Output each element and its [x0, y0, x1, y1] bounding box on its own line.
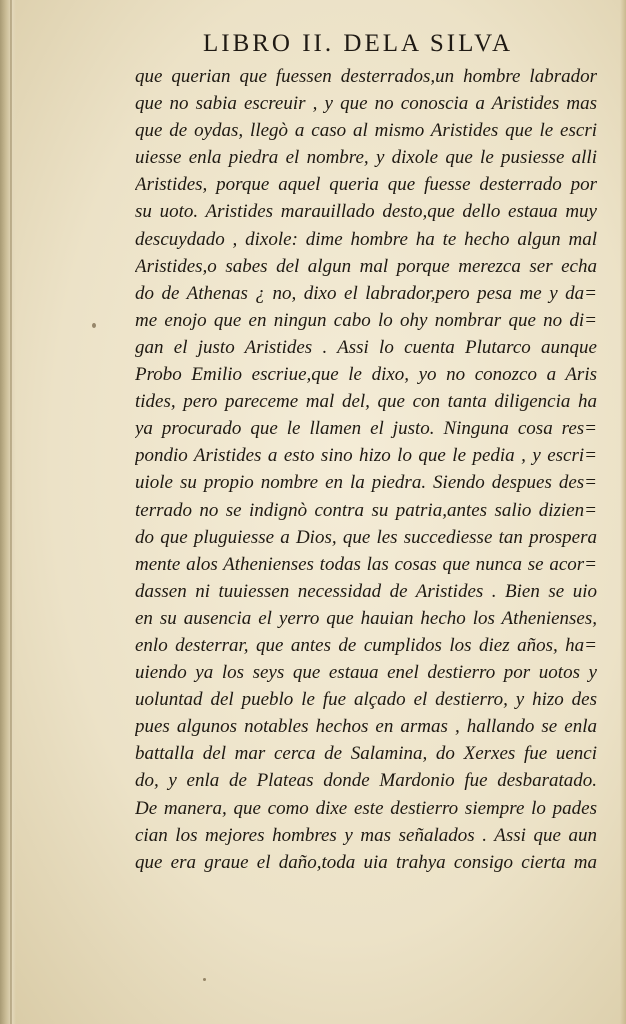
text-line: do, y enla de Plateas donde Mardonio fue desbaratado.	[135, 770, 597, 792]
text-line: Aristides, porque aquel queria que fuesse desterrado por	[135, 174, 597, 196]
text-line: cian los mejores hombres y mas señalados . Assi que aun	[135, 824, 597, 846]
text-line: battalla del mar cerca de Salamina, do Xerxes fue uenci	[135, 743, 597, 765]
page-edge	[620, 0, 626, 1024]
text-line: do que pluguiesse a Dios, que les succediesse tan prospera	[135, 526, 597, 548]
running-header: LIBRO II. DELA SILVA	[202, 30, 513, 57]
text-line: uiendo ya los seys que estaua enel destierro por uotos y	[135, 662, 597, 684]
text-line: uoluntad del pueblo le fue alçado el destierro, y hizo des	[135, 689, 597, 711]
text-line: que no sabia escreuir , y que no conoscia a Aristides mas	[135, 93, 597, 115]
text-line: descuydado , dixole: dime hombre ha te hecho algun mal	[135, 228, 597, 250]
text-line: me enojo que en ningun cabo lo ohy nombrar que no di=	[135, 309, 597, 331]
text-line: De manera, que como dixe este destierro siempre lo pades	[135, 797, 597, 819]
text-line: pondio Aristides a esto sino hizo lo que le pedia , y escri=	[135, 445, 597, 467]
text-line: pues algunos notables hechos en armas , hallando se enla	[135, 716, 597, 738]
text-line: que de oydas, llegò a caso al mismo Aristides que le escri	[135, 120, 597, 142]
text-line: tides, pero pareceme mal del, que con tanta diligencia ha	[135, 391, 597, 413]
ink-speck	[92, 323, 96, 328]
text-line: Probo Emilio escriue,que le dixo, yo no conozco a Aris	[135, 364, 597, 386]
page-gutter	[0, 0, 16, 1024]
ink-speck	[203, 978, 206, 981]
text-line: terrado no se indignò contra su patria,antes salio dizien=	[135, 499, 597, 521]
body-text	[135, 63, 597, 876]
text-line: mente alos Athenienses todas las cosas que nunca se acor=	[135, 553, 597, 575]
text-line: ya procurado que le llamen el justo. Ninguna cosa res=	[135, 418, 597, 440]
text-line: dassen ni tuuiessen necessidad de Aristides . Bien se uio	[135, 580, 597, 602]
text-line: su uoto. Aristides marauillado desto,que dello estaua muy	[135, 201, 597, 223]
text-line: enlo desterrar, que antes de cumplidos los diez años, ha=	[135, 634, 597, 656]
text-line: que era graue el daño,toda uia trahya consigo cierta ma	[135, 851, 597, 873]
text-line: en su ausencia el yerro que hauian hecho los Athenienses,	[135, 607, 597, 629]
text-line: do de Athenas ¿ no, dixo el labrador,pero pesa me y da=	[135, 282, 597, 304]
text-line: uiesse enla piedra el nombre, y dixole que le pusiesse alli	[135, 147, 597, 169]
page-fold-line	[10, 0, 12, 1024]
text-line: uiole su propio nombre en la piedra. Siendo despues des=	[135, 472, 597, 494]
text-line: Aristides,o sabes del algun mal porque merezca ser echa	[135, 255, 597, 277]
text-line: gan el justo Aristides . Assi lo cuenta Plutarco aunque	[135, 336, 597, 358]
text-line: que querian que fuessen desterrados,un hombre labrador	[135, 66, 597, 87]
